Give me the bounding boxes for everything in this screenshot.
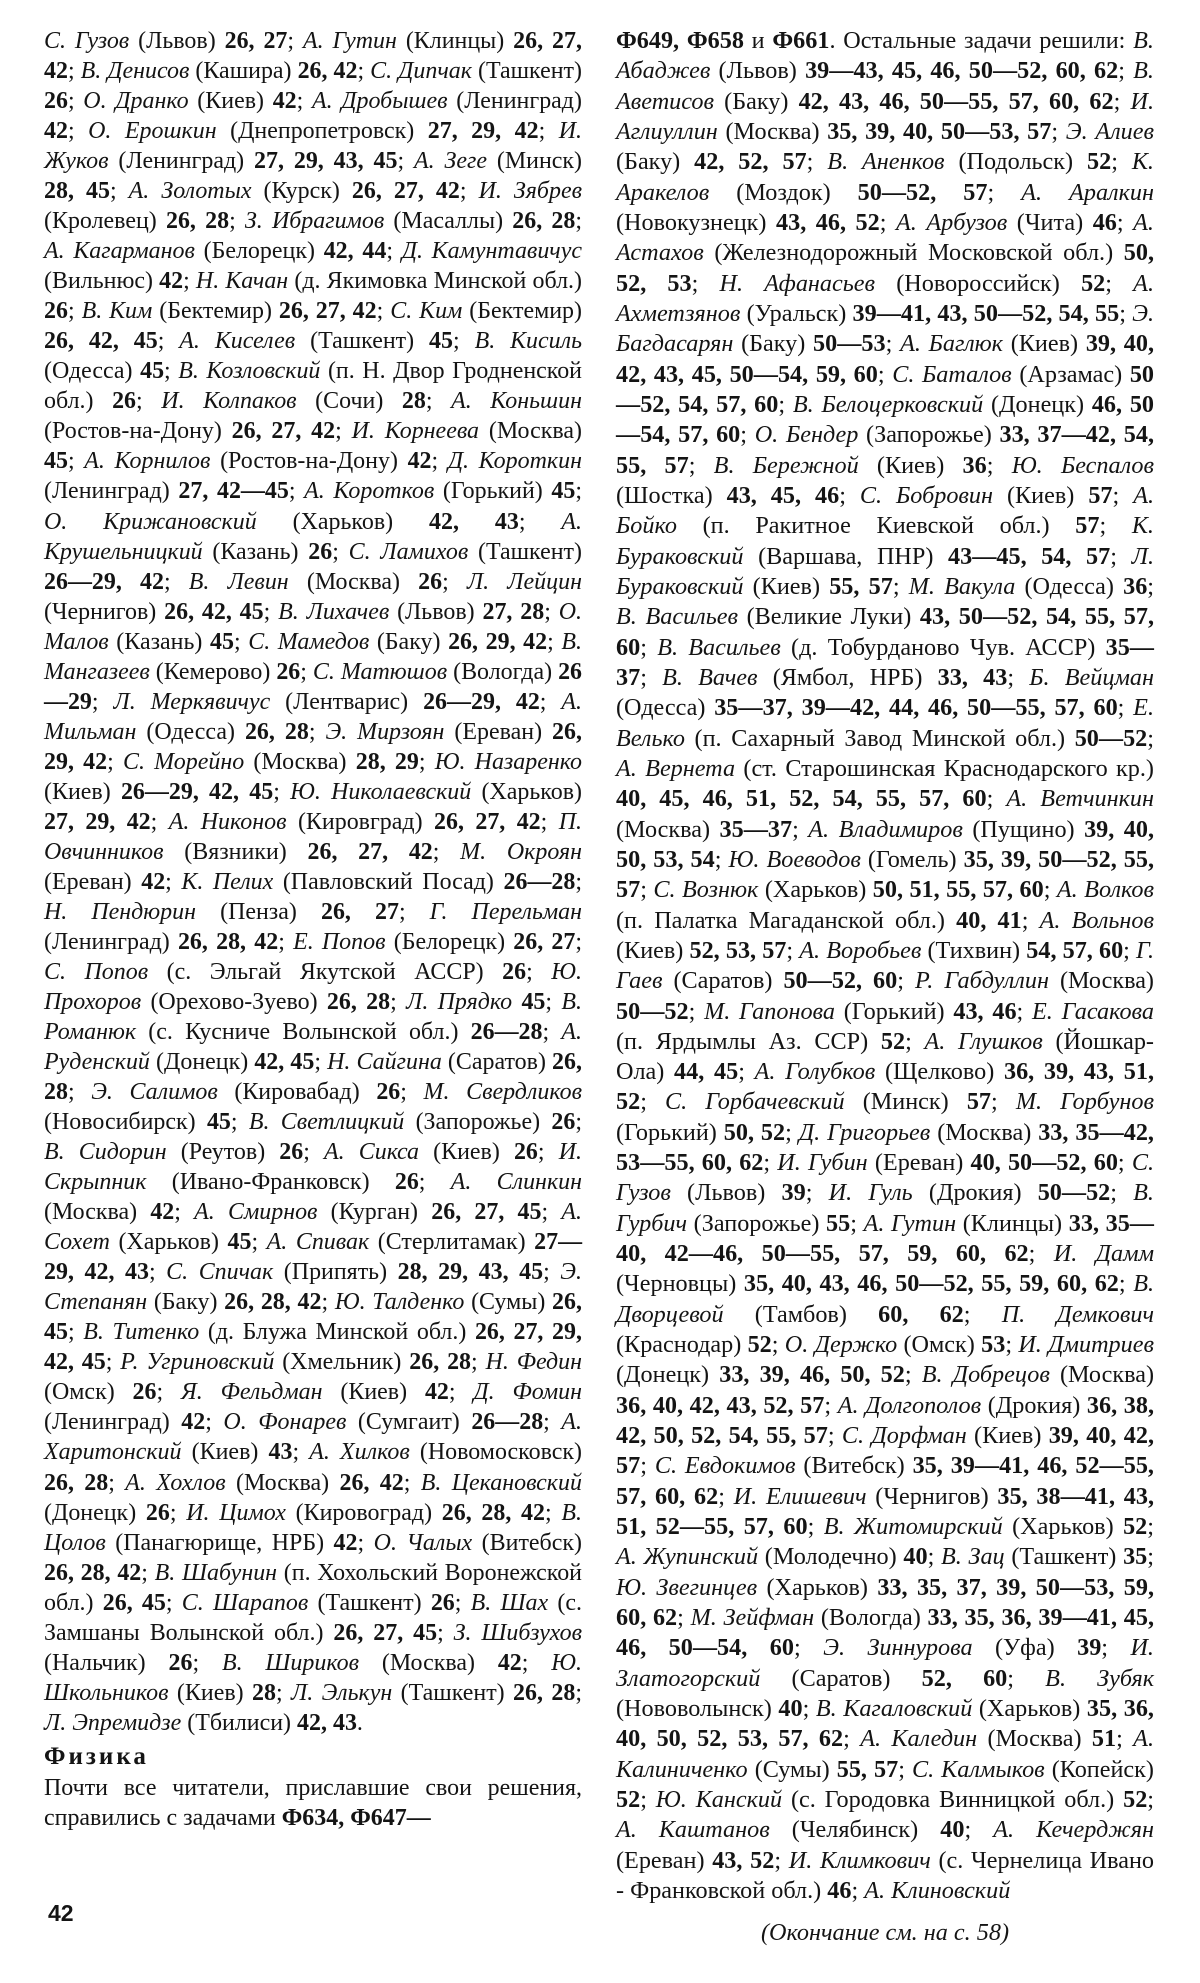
section-heading-physics: Физика	[44, 1742, 149, 1770]
physics-solvers-list: Ф649, Ф658 и Ф661. Остальные задачи решили: В. Абаджев (Львов) 39—43, 45, 46, 50—52, 60, 62; В. Аветисов (Баку) 42, 43, 46, 50—55, 57, 60, 62; И. Аглиуллин (Москва) 35, 39, 40, 50—53, 57; Э. Алиев (Баку) 42, 52, 57; В. Аненков (Подольск) 52; К. Аракелов (Моздок) 50—52, 57; А. Аралкин (Новокузнецк) 43, 46, 52; А. Арбузов (Чита) 46; А. Астахов (Железнодорожный Московской обл.) 50, 52, 53; Н. Афанасьев (Новороссийск) 52; А. Ахметзянов (Уральск) 39—41, 43, 50—52, 54, 55; Э. Багдасарян (Баку) 50—53; А. Баглюк (Киев) 39, 40, 42, 43, 45, 50—54, 59, 60; С. Баталов (Арзамас) 50—52, 54, 57, 60; В. Белоцерковский (Донецк) 46, 50—54, 57, 60; О. Бендер (Запорожье) 33, 37—42, 54, 55, 57; В. Бережной (Киев) 36; Ю. Беспалов (Шостка) 43, 45, 46; С. Бобровин (Киев) 57; А. Бойко (п. Ракитное Киевской обл.) 57; К. Бураковский (Варшава, ПНР) 43—45, 54, 57; Л. Бураковский (Киев) 55, 57; М. Вакула (Одесса) 36; В. Васильев (Великие Луки) 43, 50—52, 54, 55, 57, 60; В. Васильев (д. Тобурданово Чув. АССР) 35—37; В. Вачев (Ямбол, НРБ) 33, 43; Б. Вейцман (Одесса) 35—37, 39—42, 44, 46, 50—55, 57, 60; Е. Велько (п. Сахарный Завод Минской обл.) 50—52; А. Вернета (ст. Старошинская Краснодарского кр.) 40, 45, 46, 51, 52, 54, 55, 57, 60; А. Ветчинкин (Москва) 35—37; А. Владимиров (Пущино) 39, 40, 50, 53, 54; Ю. Воеводов (Гомель) 35, 39, 50—52, 55, 57; С. Вознюк (Харьков) 50, 51, 55, 57, 60; А. Волков (п. Палатка Магаданской обл.) 40, 41; А. Вольнов (Киев) 52, 53, 57; А. Воробьев (Тихвин) 54, 57, 60; Г. Гаев (Саратов) 50—52, 60; Р. Габдуллин (Москва) 50—52; М. Гапонова (Горький) 43, 46; Е. Гасакова (п. Ярдымлы Аз. ССР) 52; А. Глушков (Йошкар-Ола) 44, 45; А. Голубков (Щелково) 36, 39, 43, 51, 52; С. Горбачевский (Минск) 57; М. Горбунов (Горький) 50, 52; Д. Григорьев (Москва) 33, 35—42, 53—55, 60, 62; И. Губин (Ереван) 40, 50—52, 60; С. Гузов (Львов) 39; И. Гуль (Дрокия) 50—52; В. Гурбич (Запорожье) 55; А. Гутин (Клинцы) 33, 35—40, 42—46, 50—55, 57, 59, 60, 62; И. Дамм (Черновцы) 35, 40, 43, 46, 50—52, 55, 59, 60, 62; В. Дворцевой (Тамбов) 60, 62; П. Демкович (Краснодар) 52; О. Держко (Омск) 53; И. Дмитриев (Донецк) 33, 39, 46, 50, 52; В. Добрецов (Москва) 36, 40, 42, 43, 52, 57; А. Долгополов (Дрокия) 36, 38, 42, 50, 52, 54, 55, 57; С. Дорфман (Киев) 39, 40, 42, 57; С. Евдокимов (Витебск) 35, 39—41, 46, 52—55, 57, 60, 62; И. Елишевич (Чернигов) 35, 38—41, 43, 51, 52—55, 57, 60; В. Житомирский (Харьков) 52; А. Жупинский (Молодечно) 40; В. Зац (Ташкент) 35; Ю. Звегинцев (Харьков) 33, 35, 37, 39, 50—53, 59, 60, 62; М. Зейфман (Вологда) 33, 35, 36, 39—41, 45, 46, 50—54, 60; Э. Зиннурова (Уфа) 39; И. Златогорский (Саратов) 52, 60; В. Зубяк (Нововолынск) 40; В. Кагаловский (Харьков) 35, 36, 40, 50, 52, 53, 57, 62; А. Каледин (Москва) 51; А. Калиниченко (Сумы) 55, 57; С. Калмыков (Копейск) 52; Ю. Канский (с. Городовка Винницкой обл.) 52; А. Каштанов (Челябинск) 40; А. Кечерджян (Ереван) 43, 52; И. Климкович (с. Чернелица Ивано - Франковской обл.) 46; А. Клиновский	[616, 27, 1155, 1905]
continuation-note: (Окончание см. на с. 58)	[761, 1919, 1009, 1947]
left-column	[44, 26, 582, 1833]
physics-intro-text: Почти все читатели, приславшие свои решения, справились с задачами Ф634, Ф647—	[44, 1774, 582, 1831]
right-column	[616, 26, 1154, 1948]
page-number: 42	[48, 1900, 74, 1926]
math-solvers-list: С. Гузов (Львов) 26, 27; А. Гутин (Клинцы) 26, 27, 42; В. Денисов (Кашира) 26, 42; С. Дипчак (Ташкент) 26; О. Дранко (Киев) 42; А. Дробышев (Ленинград) 42; О. Ерошкин (Днепропетровск) 27, 29, 42; И. Жуков (Ленинград) 27, 29, 43, 45; А. Зеге (Минск) 28, 45; А. Золотых (Курск) 26, 27, 42; И. Зябрев (Кролевец) 26, 28; З. Ибрагимов (Масаллы) 26, 28; А. Кагарманов (Белорецк) 42, 44; Д. Камунтавичус (Вильнюс) 42; Н. Качан (д. Якимовка Минской обл.) 26; В. Ким (Бектемир) 26, 27, 42; С. Ким (Бектемир) 26, 42, 45; А. Киселев (Ташкент) 45; В. Кисиль (Одесса) 45; В. Козловский (п. Н. Двор Гродненской обл.) 26; И. Колпаков (Сочи) 28; А. Коньшин (Ростов-на-Дону) 26, 27, 42; И. Корнеева (Москва) 45; А. Корнилов (Ростов-на-Дону) 42; Д. Короткин (Ленинград) 27, 42—45; А. Коротков (Горький) 45; О. Крижановский (Харьков) 42, 43; А. Крушельницкий (Казань) 26; С. Ламихов (Ташкент) 26—29, 42; В. Левин (Москва) 26; Л. Лейцин (Чернигов) 26, 42, 45; В. Лихачев (Львов) 27, 28; О. Малов (Казань) 45; С. Мамедов (Баку) 26, 29, 42; В. Мангазеев (Кемерово) 26; С. Матюшов (Вологда) 26—29; Л. Меркявичус (Лентварис) 26—29, 42; А. Мильман (Одесса) 26, 28; Э. Мирзоян (Ереван) 26, 29, 42; С. Морейно (Москва) 28, 29; Ю. Назаренко (Киев) 26—29, 42, 45; Ю. Николаевский (Харьков) 27, 29, 42; А. Никонов (Кировград) 26, 27, 42; П. Овчинников (Вязники) 26, 27, 42; М. Окроян (Ереван) 42; К. Пелих (Павловский Посад) 26—28; Н. Пендюрин (Пенза) 26, 27; Г. Перельман (Ленинград) 26, 28, 42; Е. Попов (Белорецк) 26, 27; С. Попов (с. Эльгай Якутской АССР) 26; Ю. Прохоров (Орехово-Зуево) 26, 28; Л. Прядко 45; В. Романюк (с. Кусниче Волынской обл.) 26—28; А. Руденский (Донецк) 42, 45; Н. Сайгина (Саратов) 26, 28; Э. Салимов (Кировабад) 26; М. Свердликов (Новосибирск) 45; В. Светлицкий (Запорожье) 26; В. Сидорин (Реутов) 26; А. Сикса (Киев) 26; И. Скрыпник (Ивано-Франковск) 26; А. Слинкин (Москва) 42; А. Смирнов (Курган) 26, 27, 45; А. Сохет (Харьков) 45; А. Спивак (Стерлитамак) 27—29, 42, 43; С. Спичак (Припять) 28, 29, 43, 45; Э. Степанян (Баку) 26, 28, 42; Ю. Талденко (Сумы) 26, 45; В. Титенко (д. Блужа Минской обл.) 26, 27, 29, 42, 45; Р. Угриновский (Хмельник) 26, 28; Н. Федин (Омск) 26; Я. Фельдман (Киев) 42; Д. Фомин (Ленинград) 42; О. Фонарев (Сумгаит) 26—28; А. Харитонский (Киев) 43; А. Хилков (Новомосковск) 26, 28; А. Хохлов (Москва) 26, 42; В. Цекановский (Донецк) 26; И. Цимох (Кировоград) 26, 28, 42; В. Цолов (Панагюрище, НРБ) 42; О. Чалых (Витебск) 26, 28, 42; В. Шабунин (п. Хохольский Воронежской обл.) 26, 45; С. Шарапов (Ташкент) 26; В. Шах (с. Замшаны Волынской обл.) 26, 27, 45; З. Шибзухов (Нальчик) 26; В. Шириков (Москва) 42; Ю. Школьников (Киев) 28; Л. Элькун (Ташкент) 26, 28; Л. Эпремидзе (Тбилиси) 42, 43.	[44, 28, 583, 1736]
